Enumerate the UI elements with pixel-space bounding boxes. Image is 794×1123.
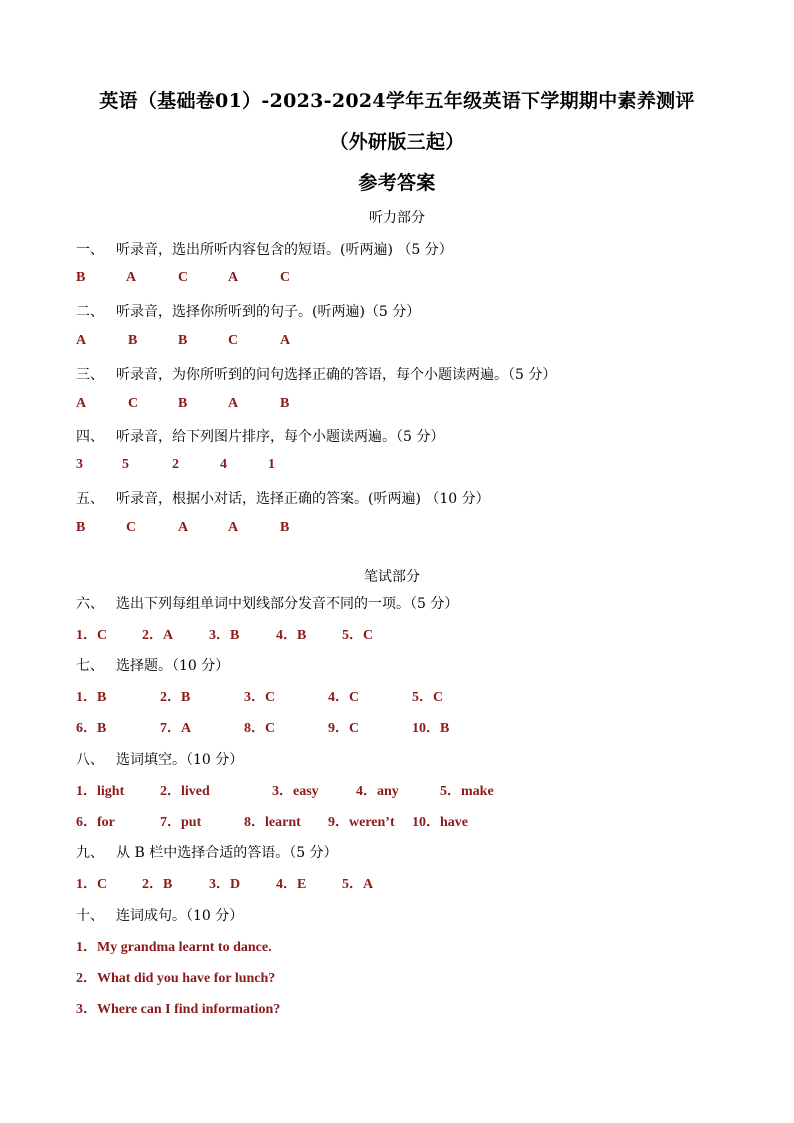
- answer: C: [126, 520, 137, 535]
- answer: A: [228, 270, 239, 285]
- answer: 2．B: [160, 690, 191, 705]
- answer: 4: [220, 457, 227, 472]
- section-instruction: 连词成句。（10 分）: [116, 908, 244, 924]
- answer: 10．have: [412, 815, 468, 830]
- answer: 1．C: [76, 628, 108, 643]
- answer: 2．B: [142, 877, 173, 892]
- section-instruction: 听录音，给下列图片排序，每个小题读两遍。（5 分）: [116, 429, 445, 445]
- section-10-question: [76, 905, 243, 925]
- answer: B: [178, 396, 188, 411]
- answer: 3．D: [209, 877, 241, 892]
- answer: A: [178, 520, 189, 535]
- answer: B: [76, 520, 86, 535]
- answer: 4．B: [276, 628, 307, 643]
- section-1-question: [76, 239, 453, 259]
- answer: 1: [268, 457, 275, 472]
- document-subtitle: （外研版三起）: [329, 131, 465, 153]
- answer: A: [126, 270, 137, 285]
- section-2-question: [76, 301, 420, 321]
- answer: B: [280, 520, 290, 535]
- section-number: 一、: [76, 242, 104, 258]
- section-5-question: [76, 488, 490, 508]
- answer: 3．C: [244, 690, 276, 705]
- answer: 6．B: [76, 721, 107, 736]
- answer: 5: [122, 457, 129, 472]
- section-7-question: [76, 655, 229, 675]
- section-number: 七、: [76, 658, 104, 674]
- section-instruction: 听录音，根据小对话，选择正确的答案。(听两遍) （10 分）: [116, 491, 490, 507]
- answer: 9．weren’t: [328, 815, 395, 830]
- section-number: 二、: [76, 304, 104, 320]
- section-instruction: 听录音，为你所听到的问句选择正确的答语，每个小题读两遍。（5 分）: [116, 367, 557, 383]
- answer: 10．B: [412, 721, 450, 736]
- answer: A: [228, 520, 239, 535]
- answer: 8．learnt: [244, 815, 301, 830]
- answer-key-heading: 参考答案: [358, 172, 436, 194]
- answer: B: [128, 333, 138, 348]
- section-instruction: 听录音，选出所听内容包含的短语。(听两遍) （5 分）: [116, 242, 453, 258]
- answer: 4．C: [328, 690, 360, 705]
- answer: A: [280, 333, 291, 348]
- section-instruction: 听录音，选择你所听到的句子。(听两遍)（5 分）: [116, 304, 421, 320]
- answer: 5．A: [342, 877, 374, 892]
- answer: A: [228, 396, 239, 411]
- answer: C: [228, 333, 239, 348]
- section-instruction: 从 B 栏中选择合适的答语。（5 分）: [116, 845, 338, 861]
- written-heading: 笔试部分: [364, 569, 420, 585]
- answer: 5．C: [342, 628, 374, 643]
- answer: 7．put: [160, 815, 202, 830]
- answer: 5．make: [440, 784, 494, 799]
- sentence-answer: 2．What did you have for lunch?: [76, 971, 276, 986]
- answer: 1．light: [76, 784, 125, 799]
- answer: 9．C: [328, 721, 360, 736]
- answer: C: [128, 396, 139, 411]
- listening-heading: 听力部分: [369, 210, 425, 226]
- answer: 4．any: [356, 784, 399, 799]
- sentence-answer: 3．Where can I find information?: [76, 1002, 281, 1017]
- answer: 3．B: [209, 628, 240, 643]
- answer: 7．A: [160, 721, 192, 736]
- answer: A: [76, 396, 87, 411]
- answer: 3: [76, 457, 83, 472]
- section-6-question: [76, 593, 458, 613]
- section-4-question: [76, 426, 444, 446]
- answer: C: [280, 270, 291, 285]
- answer: 1．C: [76, 877, 108, 892]
- section-number: 八、: [76, 752, 104, 768]
- answer: 6．for: [76, 815, 115, 830]
- section-3-question: [76, 364, 556, 384]
- section-number: 四、: [76, 429, 104, 445]
- answer: 4．E: [276, 877, 307, 892]
- section-instruction: 选出下列每组单词中划线部分发音不同的一项。（5 分）: [116, 596, 459, 612]
- sentence-answer: 1．My grandma learnt to dance.: [76, 940, 272, 955]
- answer: C: [178, 270, 189, 285]
- section-9-question: [76, 842, 338, 862]
- answer: 2: [172, 457, 179, 472]
- answer: A: [76, 333, 87, 348]
- answer: 5．C: [412, 690, 444, 705]
- document-title: 英语（基础卷01）-2023-2024学年五年级英语下学期期中素养测评: [99, 90, 695, 112]
- section-number: 九、: [76, 845, 104, 861]
- section-number: 十、: [76, 908, 104, 924]
- answer: 1．B: [76, 690, 107, 705]
- section-number: 五、: [76, 491, 104, 507]
- answer: 2．lived: [160, 784, 210, 799]
- section-number: 三、: [76, 367, 104, 383]
- section-number: 六、: [76, 596, 104, 612]
- answer: B: [178, 333, 188, 348]
- answer: B: [280, 396, 290, 411]
- answer: 3．easy: [272, 784, 319, 799]
- section-instruction: 选择题。（10 分）: [116, 658, 230, 674]
- section-instruction: 选词填空。（10 分）: [116, 752, 244, 768]
- answer: 2．A: [142, 628, 174, 643]
- answer: 8．C: [244, 721, 276, 736]
- section-8-question: [76, 749, 243, 769]
- answer: B: [76, 270, 86, 285]
